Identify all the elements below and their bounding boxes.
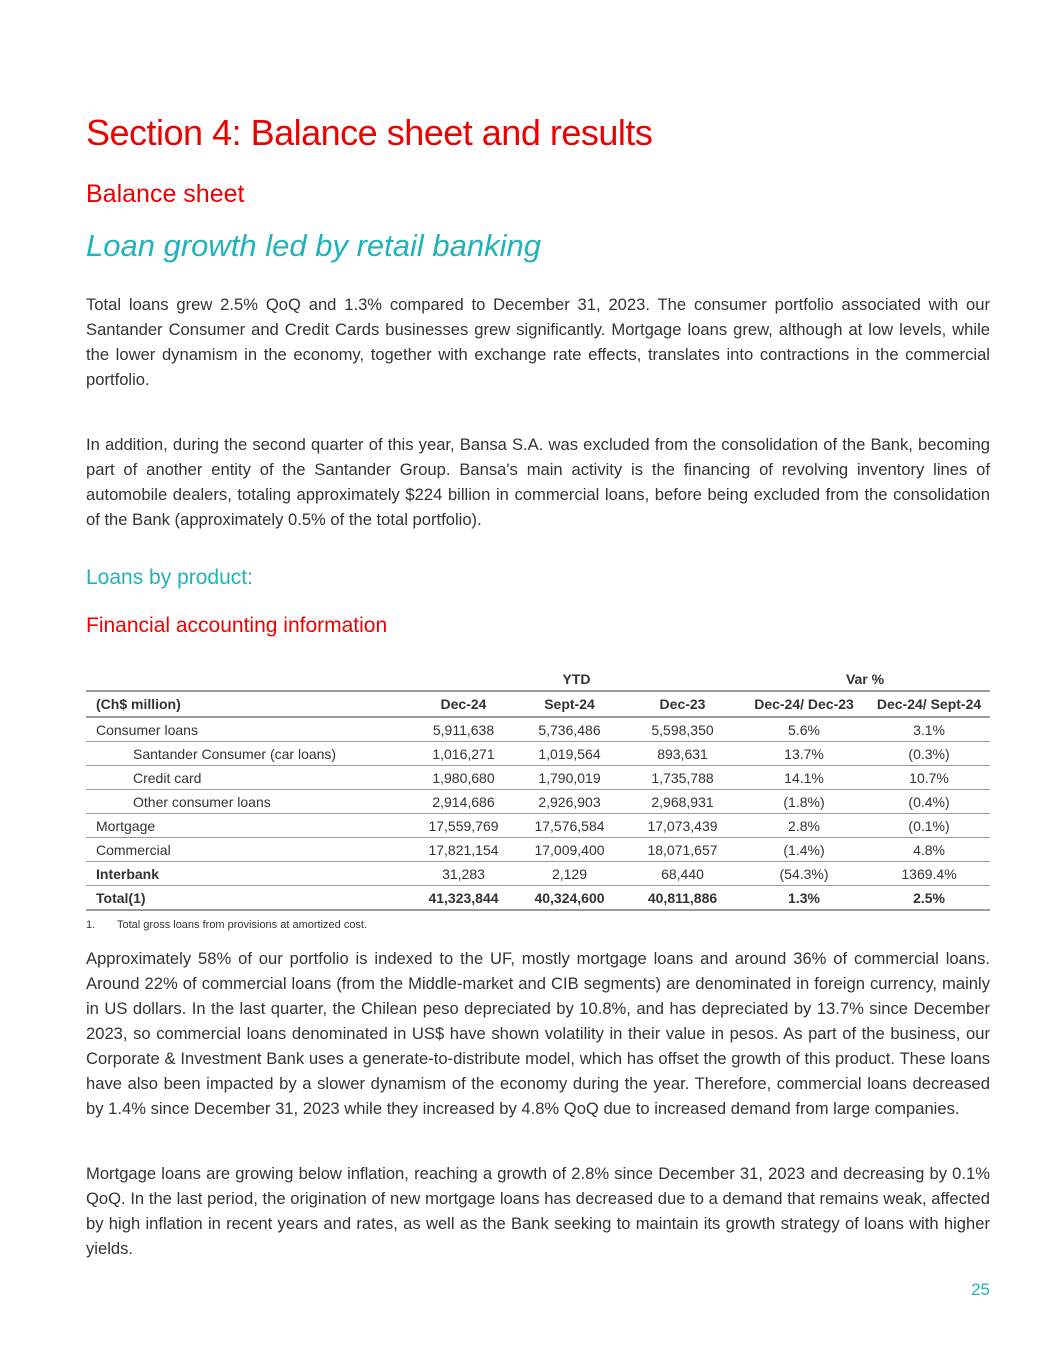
cell-var-dec: 13.7% bbox=[740, 742, 868, 766]
cell-sept24: 1,790,019 bbox=[514, 766, 625, 790]
cell-var-dec: 14.1% bbox=[740, 766, 868, 790]
table-row bbox=[86, 862, 990, 886]
cell-sept24: 17,576,584 bbox=[514, 814, 625, 838]
uf-indexation-paragraph: Approximately 58% of our portfolio is indexed to the UF, mostly mortgage loans and around 36% of commercial loans. Around 22% of commercial loans (from the Middle-market and CIB segments) are denominated in foreign currency, mainly in US dollars. In the last quarter, the Chilean peso depreciated by 10.8%, and has depreciated by 13.7% since December 2023, so commercial loans denominated in US$ have shown volatility in their value in pesos. As part of the business, our Corporate & Investment Bank uses a generate-to-distribute model, which has offset the growth of this product. These loans have also been impacted by a slower dynamism of the economy during the year. Therefore, commercial loans decreased by 1.4% since December 31, 2023 while they increased by 4.8% QoQ due to increased demand from large companies. bbox=[86, 949, 990, 1118]
cell-var-sept: (0.1%) bbox=[868, 814, 990, 838]
row-label: Other consumer loans bbox=[86, 790, 413, 814]
cell-var-dec: (54.3%) bbox=[740, 862, 868, 886]
cell-dec24: 2,914,686 bbox=[413, 790, 514, 814]
row-label: Total(1) bbox=[86, 886, 413, 911]
footnote-number: 1. bbox=[86, 919, 96, 931]
row-label: Commercial bbox=[86, 838, 413, 862]
cell-sept24: 5,736,486 bbox=[514, 717, 625, 742]
column-header-label: (Ch$ million) bbox=[86, 691, 413, 717]
table-row bbox=[86, 814, 990, 838]
cell-dec23: 40,811,886 bbox=[625, 886, 740, 911]
table-footnote bbox=[86, 919, 367, 931]
group-ytd: YTD bbox=[413, 668, 740, 691]
cell-var-sept: (0.3%) bbox=[868, 742, 990, 766]
cell-dec23: 5,598,350 bbox=[625, 717, 740, 742]
table-row bbox=[86, 790, 990, 814]
group-blank-cell bbox=[86, 668, 413, 691]
cell-dec24: 17,559,769 bbox=[413, 814, 514, 838]
column-header-dec24: Dec-24 bbox=[413, 691, 514, 717]
cell-dec24: 1,980,680 bbox=[413, 766, 514, 790]
mortgage-paragraph: Mortgage loans are growing below inflation, reaching a growth of 2.8% since December 31, 2023 and decreasing by 0.1% QoQ. In the last period, the origination of new mortgage loans has decreased due to a demand that remains weak, affected by high inflation in recent years and rates, as well as the Bank seeking to maintain its growth strategy of loans with higher yields. bbox=[86, 1164, 990, 1258]
cell-sept24: 40,324,600 bbox=[514, 886, 625, 911]
cell-dec23: 68,440 bbox=[625, 862, 740, 886]
cell-var-dec: 5.6% bbox=[740, 717, 868, 742]
financial-accounting-heading: Financial accounting information bbox=[86, 614, 388, 637]
bansa-paragraph: In addition, during the second quarter of this year, Bansa S.A. was excluded from the consolidation of the Bank, becoming part of another entity of the Santander Group. Bansa's main activity is the financing of revolving inventory lines of automobile dealers, totaling approximately $224 billion in commercial loans, before being excluded from the consolidation of the Bank (approximately 0.5% of the total portfolio). bbox=[86, 435, 990, 529]
intro-paragraph: Total loans grew 2.5% QoQ and 1.3% compared to December 31, 2023. The consumer portfolio associated with our Santander Consumer and Credit Cards businesses grew significantly. Mortgage loans grew, although at low levels, while the lower dynamism in the economy, together with exchange rate effects, translates into contractions in the commercial portfolio. bbox=[86, 295, 990, 389]
cell-var-dec: 1.3% bbox=[740, 886, 868, 911]
headline: Loan growth led by retail banking bbox=[86, 228, 541, 263]
row-label: Consumer loans bbox=[86, 717, 413, 742]
row-label: Mortgage bbox=[86, 814, 413, 838]
cell-dec24: 1,016,271 bbox=[413, 742, 514, 766]
table-total-row bbox=[86, 886, 990, 911]
cell-dec24: 17,821,154 bbox=[413, 838, 514, 862]
cell-sept24: 2,926,903 bbox=[514, 790, 625, 814]
cell-dec23: 1,735,788 bbox=[625, 766, 740, 790]
footnote-text: Total gross loans from provisions at amortized cost. bbox=[117, 919, 368, 931]
cell-var-dec: (1.8%) bbox=[740, 790, 868, 814]
cell-sept24: 1,019,564 bbox=[514, 742, 625, 766]
loans-by-product-table bbox=[86, 668, 990, 911]
cell-dec23: 2,968,931 bbox=[625, 790, 740, 814]
loans-by-product-heading: Loans by product: bbox=[86, 566, 253, 589]
cell-dec23: 17,073,439 bbox=[625, 814, 740, 838]
cell-var-sept: 4.8% bbox=[868, 838, 990, 862]
cell-dec24: 41,323,844 bbox=[413, 886, 514, 911]
loans-table-wrapper bbox=[86, 668, 990, 911]
table-row bbox=[86, 742, 990, 766]
row-label: Interbank bbox=[86, 862, 413, 886]
cell-var-sept: 3.1% bbox=[868, 717, 990, 742]
cell-dec23: 893,631 bbox=[625, 742, 740, 766]
group-var: Var % bbox=[740, 668, 990, 691]
table-row bbox=[86, 717, 990, 742]
cell-var-dec: 2.8% bbox=[740, 814, 868, 838]
table-header-row bbox=[86, 691, 990, 717]
cell-var-dec: (1.4%) bbox=[740, 838, 868, 862]
column-header-dec23: Dec-23 bbox=[625, 691, 740, 717]
cell-var-sept: 1369.4% bbox=[868, 862, 990, 886]
cell-sept24: 17,009,400 bbox=[514, 838, 625, 862]
cell-var-sept: 10.7% bbox=[868, 766, 990, 790]
section-title: Section 4: Balance sheet and results bbox=[86, 112, 653, 153]
cell-dec24: 31,283 bbox=[413, 862, 514, 886]
cell-sept24: 2,129 bbox=[514, 862, 625, 886]
table-group-header bbox=[86, 668, 990, 691]
column-header-var-sept: Dec-24/ Sept-24 bbox=[868, 691, 990, 717]
table-row bbox=[86, 838, 990, 862]
column-header-var-dec: Dec-24/ Dec-23 bbox=[740, 691, 868, 717]
cell-var-sept: 2.5% bbox=[868, 886, 990, 911]
cell-var-sept: (0.4%) bbox=[868, 790, 990, 814]
table-row bbox=[86, 766, 990, 790]
row-label: Santander Consumer (car loans) bbox=[86, 742, 413, 766]
cell-dec24: 5,911,638 bbox=[413, 717, 514, 742]
cell-dec23: 18,071,657 bbox=[625, 838, 740, 862]
column-header-sept24: Sept-24 bbox=[514, 691, 625, 717]
balance-sheet-subtitle: Balance sheet bbox=[86, 180, 245, 208]
page-number: 25 bbox=[971, 1280, 990, 1299]
row-label: Credit card bbox=[86, 766, 413, 790]
